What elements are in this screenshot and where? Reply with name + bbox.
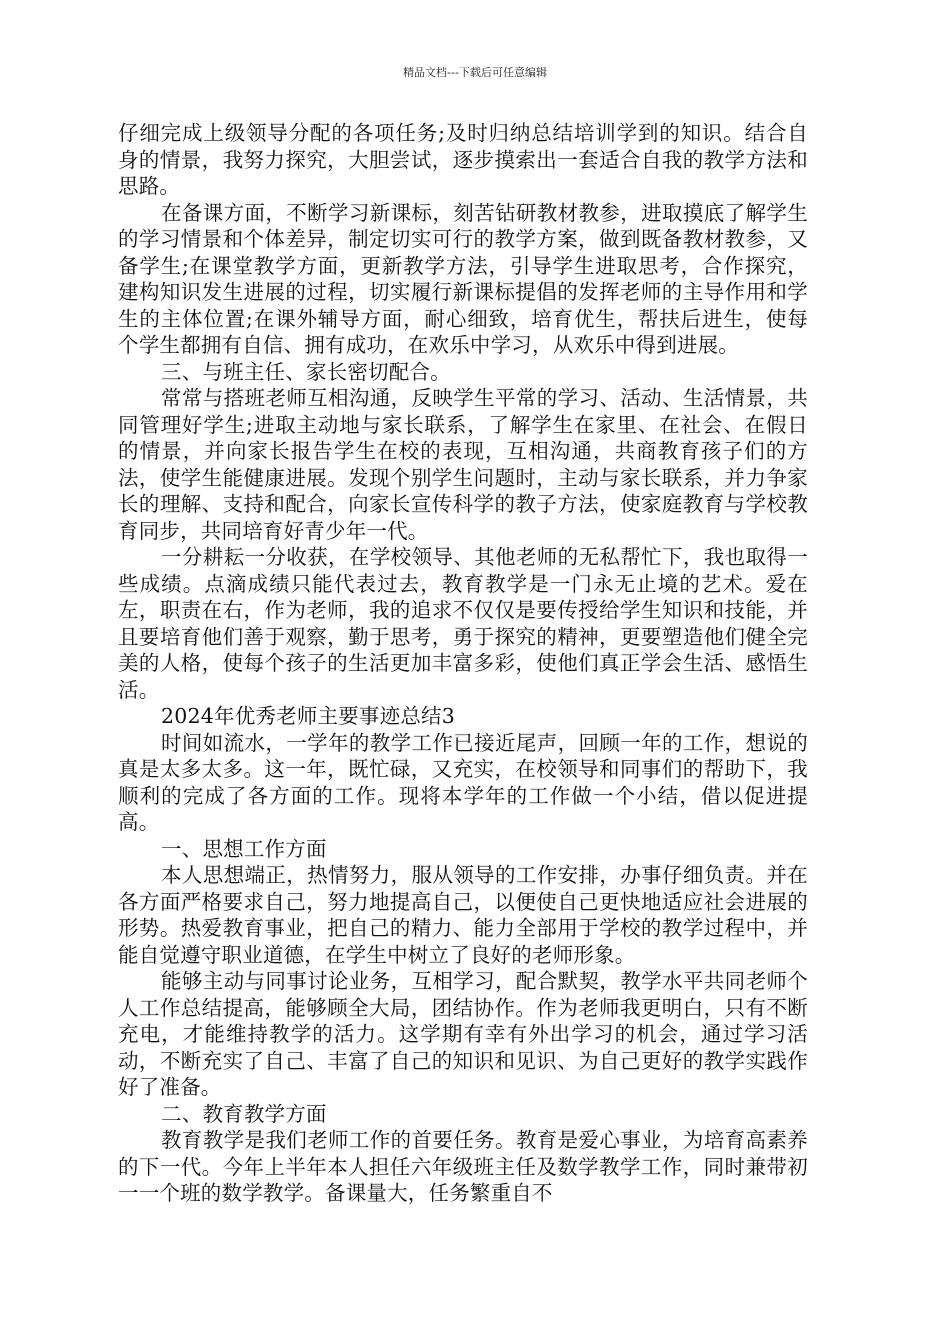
paragraph: 常常与搭班老师互相沟通，反映学生平常的学习、活动、生活情景，共同管理好学生;进取主动地与家长联系，了解学生在家里、在社会、在假日的情景，并向家长报告学生在校的表现，互相沟通，共商教育孩子们的方法，使学生能健康进展。发现个别学生问题时，主动与家长联系，并力争家长的理解、支持和配合，向家长宣传科学的教子方法，使家庭教育与学校教育同步，共同培育好青少年一代。 (118, 386, 808, 543)
section-heading: 二、教育教学方面 (161, 1101, 327, 1126)
paragraph: 一分耕耘一分收获，在学校领导、其他老师的无私帮忙下，我也取得一些成绩。点滴成绩只能代表过去，教育教学是一门永无止境的艺术。爱在左，职责在右，作为老师，我的追求不仅仅是要传授给学生知识和技能，并且要培育他们善于观察，勤于思考，勇于探究的精神，更要塑造他们健全完美的人格，使每个孩子的生活更加丰富多彩，使他们真正学会生活、感悟生活。 (118, 545, 808, 702)
paragraph: 教育教学是我们老师工作的首要任务。教育是爱心事业，为培育高素养的下一代。今年上半年本人担任六年级班主任及数学教学工作，同时兼带初一一个班的数学教学。备课量大，任务繁重自不 (118, 1128, 808, 1205)
page-header: 精品文档---下载后可任意编辑 (403, 66, 547, 79)
document-title: 2024年优秀老师主要事迹总结3 (161, 704, 455, 728)
paragraph: 能够主动与同事讨论业务，互相学习，配合默契，教学水平共同老师个人工作总结提高，能够顾全大局，团结协作。作为老师我更明白，只有不断充电，才能维持教学的活力。这学期有幸有外出学习的机会，通过学习活动，不断充实了自己、丰富了自己的知识和见识、为自己更好的教学实践作好了准备。 (118, 969, 808, 1099)
section-heading: 三、与班主任、家长密切配合。 (161, 359, 451, 384)
paragraph: 仔细完成上级领导分配的各项任务;及时归纳总结培训学到的知识。结合自身的情景，我努力探究，大胆尝试，逐步摸索出一套适合自我的教学方法和思路。 (118, 121, 808, 198)
document-body (118, 120, 808, 1207)
paragraph: 时间如流水，一学年的教学工作已接近尾声，回顾一年的工作，想说的真是太多太多。这一年，既忙碌，又充实，在校领导和同事们的帮助下，我顺利的完成了各方面的工作。现将本学年的工作做一个小结，借以促进提高。 (118, 730, 808, 834)
paragraph: 本人思想端正，热情努力，服从领导的工作安排，办事仔细负责。并在各方面严格要求自己，努力地提高自己，以便使自己更快地适应社会进展的形势。热爱教育事业，把自己的精力、能力全部用于学校的教学过程中，并能自觉遵守职业道德，在学生中树立了良好的老师形象。 (118, 863, 808, 967)
paragraph: 在备课方面，不断学习新课标，刻苦钻研教材教参，进取摸底了解学生的学习情景和个体差异，制定切实可行的教学方案，做到既备教材教参，又备学生;在课堂教学方面，更新教学方法，引导学生进取思考，合作探究，建构知识发生进展的过程，切实履行新课标提倡的发挥老师的主导作用和学生的主体位置;在课外辅导方面，耐心细致，培育优生，帮扶后进生，使每个学生都拥有自信、拥有成功，在欢乐中学习，从欢乐中得到进展。 (118, 200, 808, 357)
section-heading: 一、思想工作方面 (161, 836, 327, 861)
